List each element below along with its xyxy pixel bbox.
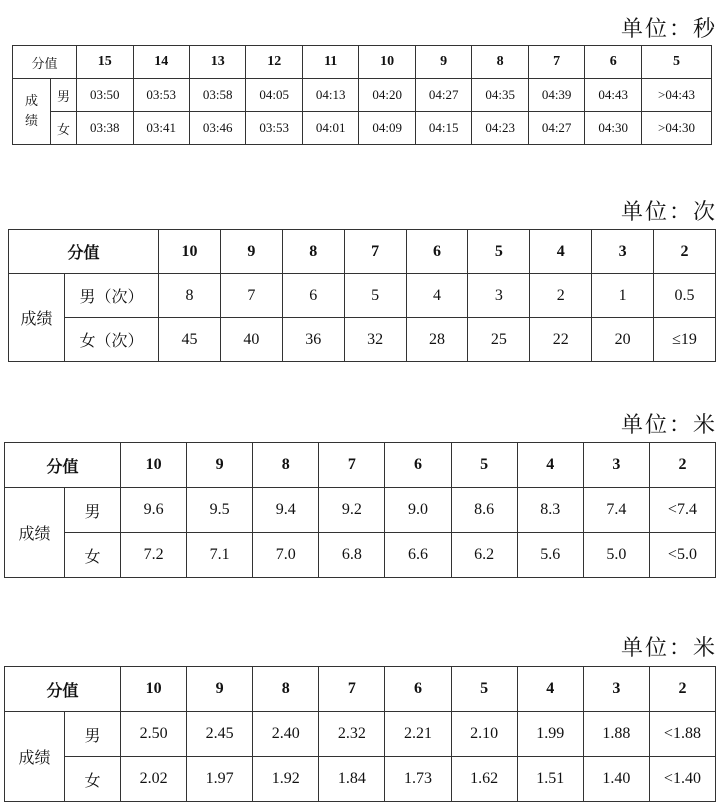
- score-header: 6: [385, 667, 451, 712]
- score-table-2: [8, 229, 716, 362]
- cell: 9.6: [121, 488, 187, 533]
- male-label: 男: [65, 488, 121, 533]
- cell: 36: [282, 318, 344, 362]
- cell: 8.6: [451, 488, 517, 533]
- header-row: [5, 443, 716, 488]
- header-row: [5, 667, 716, 712]
- cell: 22: [530, 318, 592, 362]
- cell: 7.1: [187, 533, 253, 578]
- cell: 2.10: [451, 712, 517, 757]
- score-label: 分值: [9, 230, 159, 274]
- score-header: 4: [517, 443, 583, 488]
- header-row: [13, 46, 712, 79]
- table-row-female: [5, 533, 716, 578]
- table-row-male: [9, 274, 716, 318]
- score-header: 5: [451, 443, 517, 488]
- score-header: 8: [472, 46, 528, 79]
- score-header: 10: [121, 443, 187, 488]
- cell: 04:23: [472, 112, 528, 145]
- cell: 04:27: [528, 112, 584, 145]
- unit-label-3: 单位：米: [620, 413, 717, 438]
- score-header: 8: [253, 443, 319, 488]
- cell: 04:01: [302, 112, 358, 145]
- cell: 9.4: [253, 488, 319, 533]
- cell: 1: [592, 274, 654, 318]
- score-header: 14: [133, 46, 189, 79]
- cell: 2.40: [253, 712, 319, 757]
- cell: 7.2: [121, 533, 187, 578]
- unit-label-1: 单位：秒: [620, 17, 717, 42]
- cell: 04:13: [302, 79, 358, 112]
- cell: 1.51: [517, 757, 583, 802]
- cell: 6.6: [385, 533, 451, 578]
- cell: 03:41: [133, 112, 189, 145]
- score-header: 4: [530, 230, 592, 274]
- cell: 2.21: [385, 712, 451, 757]
- score-header: 3: [583, 667, 649, 712]
- cell: 0.5: [654, 274, 716, 318]
- table-row-female: [5, 757, 716, 802]
- cell: 9.2: [319, 488, 385, 533]
- cell: 3: [468, 274, 530, 318]
- cell: 04:05: [246, 79, 302, 112]
- table-row-female: [9, 318, 716, 362]
- cell: 03:58: [189, 79, 245, 112]
- cell: 1.84: [319, 757, 385, 802]
- male-label: 男: [51, 79, 77, 112]
- result-label: 成绩: [5, 712, 65, 802]
- female-label: 女: [65, 533, 121, 578]
- cell: 7.4: [583, 488, 649, 533]
- header-row: [9, 230, 716, 274]
- score-header: 9: [415, 46, 471, 79]
- score-header: 3: [583, 443, 649, 488]
- cell: <7.4: [649, 488, 715, 533]
- score-header: 12: [246, 46, 302, 79]
- table-row-male: [5, 712, 716, 757]
- cell: 1.92: [253, 757, 319, 802]
- cell: 1.40: [583, 757, 649, 802]
- result-label: 成绩: [5, 488, 65, 578]
- cell: 7: [220, 274, 282, 318]
- cell: 04:35: [472, 79, 528, 112]
- cell: 2.32: [319, 712, 385, 757]
- cell: 6: [282, 274, 344, 318]
- score-header: 7: [344, 230, 406, 274]
- cell: 9.5: [187, 488, 253, 533]
- score-header: 9: [187, 443, 253, 488]
- score-header: 7: [319, 443, 385, 488]
- cell: 7.0: [253, 533, 319, 578]
- cell: 40: [220, 318, 282, 362]
- cell: 6.2: [451, 533, 517, 578]
- unit-label-4: 单位：米: [620, 636, 717, 661]
- cell: 03:53: [246, 112, 302, 145]
- cell: >04:43: [642, 79, 712, 112]
- score-table-1: [12, 45, 712, 145]
- cell: 04:43: [585, 79, 642, 112]
- score-header: 5: [451, 667, 517, 712]
- cell: >04:30: [642, 112, 712, 145]
- cell: 45: [159, 318, 221, 362]
- score-header: 5: [642, 46, 712, 79]
- male-label: 男（次）: [65, 274, 159, 318]
- score-header: 10: [121, 667, 187, 712]
- score-header: 3: [592, 230, 654, 274]
- cell: 04:39: [528, 79, 584, 112]
- score-header: 6: [406, 230, 468, 274]
- cell: 03:50: [77, 79, 133, 112]
- score-header: 4: [517, 667, 583, 712]
- cell: 5.0: [583, 533, 649, 578]
- score-label: 分值: [13, 46, 77, 79]
- cell: 5.6: [517, 533, 583, 578]
- cell: 5: [344, 274, 406, 318]
- cell: 32: [344, 318, 406, 362]
- score-table-4: [4, 666, 716, 802]
- score-header: 2: [654, 230, 716, 274]
- cell: 2.45: [187, 712, 253, 757]
- score-label: 分值: [5, 667, 121, 712]
- cell: 28: [406, 318, 468, 362]
- male-label: 男: [65, 712, 121, 757]
- score-header: 8: [282, 230, 344, 274]
- score-table-3: [4, 442, 716, 578]
- score-header: 5: [468, 230, 530, 274]
- cell: 4: [406, 274, 468, 318]
- cell: 04:20: [359, 79, 415, 112]
- cell: 04:15: [415, 112, 471, 145]
- cell: 03:38: [77, 112, 133, 145]
- cell: 04:27: [415, 79, 471, 112]
- cell: 25: [468, 318, 530, 362]
- cell: <1.40: [649, 757, 715, 802]
- female-label: 女: [65, 757, 121, 802]
- score-header: 6: [585, 46, 642, 79]
- result-label: 成绩: [9, 274, 65, 362]
- cell: 8: [159, 274, 221, 318]
- cell: 1.99: [517, 712, 583, 757]
- cell: 03:53: [133, 79, 189, 112]
- score-header: 2: [649, 443, 715, 488]
- score-label: 分值: [5, 443, 121, 488]
- unit-label-2: 单位：次: [620, 200, 717, 225]
- score-header: 2: [649, 667, 715, 712]
- female-label: 女（次）: [65, 318, 159, 362]
- cell: 2.02: [121, 757, 187, 802]
- table-row-male: [13, 79, 712, 112]
- score-header: 13: [189, 46, 245, 79]
- table-row-female: [13, 112, 712, 145]
- score-header: 7: [319, 667, 385, 712]
- result-label: 成绩: [13, 79, 51, 145]
- score-header: 6: [385, 443, 451, 488]
- cell: 1.73: [385, 757, 451, 802]
- cell: 6.8: [319, 533, 385, 578]
- score-header: 15: [77, 46, 133, 79]
- cell: 1.97: [187, 757, 253, 802]
- cell: <1.88: [649, 712, 715, 757]
- score-header: 10: [359, 46, 415, 79]
- cell: 9.0: [385, 488, 451, 533]
- score-header: 8: [253, 667, 319, 712]
- cell: <5.0: [649, 533, 715, 578]
- cell: 2: [530, 274, 592, 318]
- cell: ≤19: [654, 318, 716, 362]
- cell: 2.50: [121, 712, 187, 757]
- score-header: 9: [187, 667, 253, 712]
- female-label: 女: [51, 112, 77, 145]
- score-header: 11: [302, 46, 358, 79]
- cell: 04:09: [359, 112, 415, 145]
- score-header: 10: [159, 230, 221, 274]
- table-row-male: [5, 488, 716, 533]
- cell: 1.88: [583, 712, 649, 757]
- cell: 04:30: [585, 112, 642, 145]
- cell: 1.62: [451, 757, 517, 802]
- score-header: 9: [220, 230, 282, 274]
- cell: 8.3: [517, 488, 583, 533]
- cell: 20: [592, 318, 654, 362]
- score-header: 7: [528, 46, 584, 79]
- cell: 03:46: [189, 112, 245, 145]
